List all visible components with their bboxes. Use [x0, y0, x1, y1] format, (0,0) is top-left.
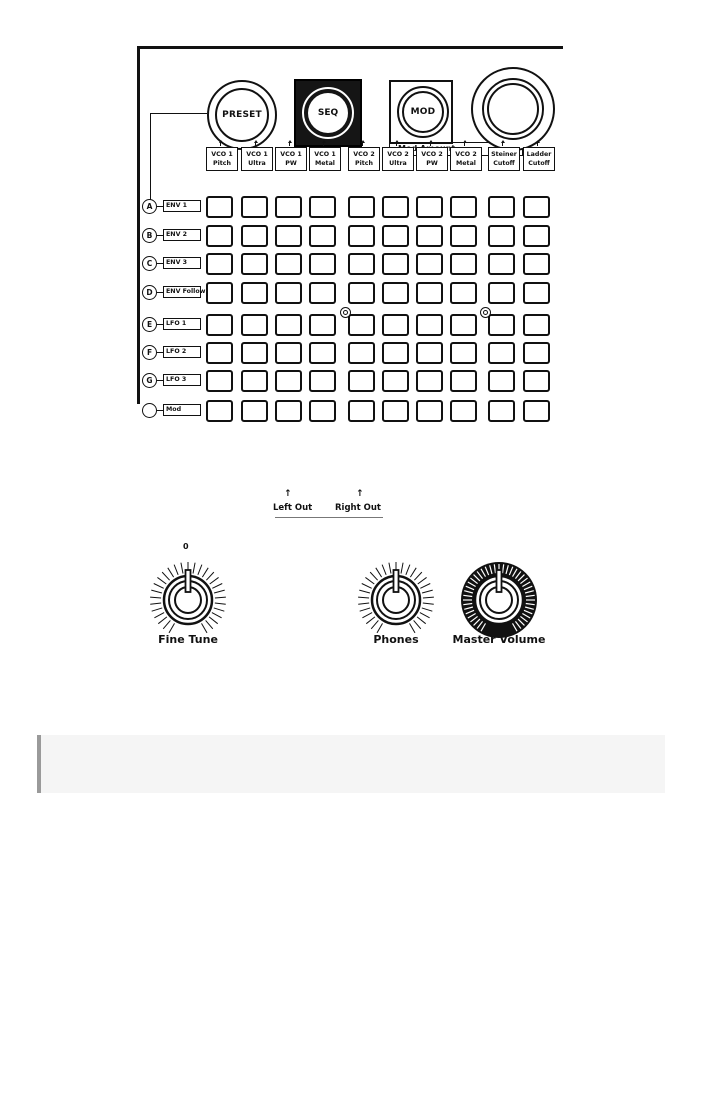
matrix-pad[interactable]	[348, 253, 375, 275]
matrix-pad[interactable]	[488, 370, 515, 392]
scale-tick	[371, 620, 378, 628]
matrix-pad[interactable]	[348, 342, 375, 364]
preset-connector-v	[150, 113, 151, 209]
matrix-pad[interactable]	[416, 314, 443, 336]
destination-label-line2: Metal	[315, 160, 335, 167]
matrix-pad[interactable]	[488, 400, 515, 422]
destination-label-line1: VCO 2	[455, 151, 477, 158]
destination-label-line1: Ladder	[526, 151, 552, 158]
destination-label-line2: Pitch	[213, 160, 231, 167]
master-volume-label: Master Volume	[452, 633, 546, 646]
matrix-pad[interactable]	[241, 282, 268, 304]
matrix-pad[interactable]	[275, 253, 302, 275]
scale-tick	[410, 623, 416, 633]
matrix-pad[interactable]	[348, 314, 375, 336]
matrix-pad[interactable]	[309, 196, 336, 218]
phones-knob[interactable]	[355, 556, 437, 638]
mod-button-label: MOD	[402, 91, 444, 133]
up-arrow-icon	[322, 140, 326, 143]
column-arrow-stem	[396, 143, 397, 146]
destination-label-line2: Metal	[456, 160, 476, 167]
master-volume-knob[interactable]	[456, 556, 542, 638]
column-arrow-stem	[255, 143, 256, 146]
fine-tune-knob[interactable]	[147, 556, 229, 638]
destination-label	[523, 147, 555, 171]
scale-tick	[376, 568, 382, 577]
matrix-pad[interactable]	[488, 282, 515, 304]
matrix-pad[interactable]	[416, 400, 443, 422]
preset-button[interactable]	[207, 80, 277, 150]
row-letter-badge: A	[142, 199, 157, 214]
scale-tick	[181, 563, 183, 574]
column-arrow-stem	[323, 143, 324, 146]
row-letter-badge: G	[142, 373, 157, 388]
up-arrow-icon	[361, 140, 365, 143]
scale-tick	[215, 603, 226, 604]
matrix-pad[interactable]	[309, 225, 336, 247]
scale-tick	[358, 603, 369, 604]
fine-tune-center-mark: 0	[183, 542, 189, 551]
matrix-pad[interactable]	[241, 314, 268, 336]
matrix-pad[interactable]	[488, 342, 515, 364]
scale-tick	[212, 613, 222, 618]
destination-label	[488, 147, 520, 171]
left-out-label: Left Out	[273, 503, 313, 513]
matrix-pad[interactable]	[241, 225, 268, 247]
scale-tick	[360, 608, 371, 611]
scale-tick	[198, 565, 202, 575]
scale-tick	[162, 572, 169, 580]
destination-label-line2: PW	[285, 160, 297, 167]
matrix-pad[interactable]	[523, 342, 550, 364]
destination-label-line2: Cutoff	[493, 160, 515, 167]
destination-label	[348, 147, 380, 171]
column-arrow-stem	[537, 143, 538, 146]
matrix-pad[interactable]	[488, 253, 515, 275]
matrix-pad[interactable]	[309, 314, 336, 336]
source-label: LFO 3	[163, 374, 201, 386]
source-label: ENV Follow	[163, 286, 201, 298]
scale-tick	[212, 584, 222, 589]
row-letter-badge: B	[142, 228, 157, 243]
scale-tick	[420, 613, 430, 618]
matrix-pad[interactable]	[206, 370, 233, 392]
panel-frame-left	[137, 46, 140, 404]
row-letter-badge: E	[142, 317, 157, 332]
scale-tick	[214, 590, 225, 593]
scale-tick	[168, 568, 174, 577]
matrix-pad[interactable]	[309, 400, 336, 422]
up-arrow-icon	[536, 140, 540, 143]
destination-label-line1: VCO 2	[353, 151, 375, 158]
seq-button-label: SEQ	[308, 93, 348, 133]
destination-label	[450, 147, 482, 171]
column-arrow-stem	[289, 143, 290, 146]
scale-tick	[206, 620, 213, 628]
matrix-pad[interactable]	[348, 282, 375, 304]
up-arrow-icon	[463, 140, 467, 143]
matrix-pad[interactable]	[241, 342, 268, 364]
scale-tick	[210, 577, 219, 584]
matrix-pad[interactable]	[206, 314, 233, 336]
scale-tick	[154, 584, 164, 589]
matrix-pad[interactable]	[382, 370, 409, 392]
destination-label-line1: VCO 1	[246, 151, 268, 158]
destination-label	[241, 147, 273, 171]
matrix-pad[interactable]	[450, 342, 477, 364]
scale-tick	[150, 597, 161, 598]
outputs-divider	[275, 517, 383, 518]
matrix-pad[interactable]	[348, 196, 375, 218]
scale-tick	[377, 623, 383, 633]
scale-tick	[401, 563, 403, 574]
matrix-pad[interactable]	[523, 196, 550, 218]
matrix-pad[interactable]	[309, 342, 336, 364]
matrix-pad[interactable]	[241, 253, 268, 275]
matrix-pad[interactable]	[416, 196, 443, 218]
up-arrow-icon	[501, 140, 505, 143]
scale-tick	[406, 565, 410, 575]
destination-label	[206, 147, 238, 171]
matrix-pad[interactable]	[309, 370, 336, 392]
matrix-pad[interactable]	[450, 196, 477, 218]
matrix-pad[interactable]	[382, 282, 409, 304]
matrix-pad[interactable]	[241, 370, 268, 392]
scale-tick	[420, 584, 430, 589]
column-arrow-stem	[502, 143, 503, 146]
scale-tick	[362, 613, 372, 618]
scale-tick	[362, 584, 372, 589]
scale-tick	[359, 590, 370, 593]
scale-tick	[214, 608, 225, 611]
matrix-pad[interactable]	[206, 196, 233, 218]
scale-tick	[151, 590, 162, 593]
destination-label	[309, 147, 341, 171]
scale-tick	[365, 577, 374, 584]
matrix-pad[interactable]	[275, 342, 302, 364]
matrix-pad[interactable]	[416, 253, 443, 275]
matrix-pad[interactable]	[348, 225, 375, 247]
matrix-pad[interactable]	[275, 314, 302, 336]
note-callout	[37, 735, 665, 793]
matrix-pad[interactable]	[488, 225, 515, 247]
row-letter-badge: C	[142, 256, 157, 271]
matrix-pad[interactable]	[523, 400, 550, 422]
matrix-pad[interactable]	[275, 225, 302, 247]
knob-pointer	[497, 570, 502, 592]
matrix-pad[interactable]	[450, 400, 477, 422]
matrix-pad[interactable]	[348, 400, 375, 422]
scale-tick	[414, 572, 421, 580]
panel-screw-icon	[340, 307, 351, 318]
mod-button[interactable]	[397, 86, 449, 138]
up-arrow-icon	[429, 140, 433, 143]
scale-tick	[423, 603, 434, 604]
seq-button[interactable]	[294, 79, 362, 147]
scale-tick	[174, 565, 178, 575]
panel-frame-top	[137, 46, 563, 49]
matrix-pad[interactable]	[382, 196, 409, 218]
up-arrow-icon	[395, 140, 399, 143]
matrix-pad[interactable]	[206, 253, 233, 275]
phones-label: Phones	[373, 633, 419, 646]
destination-label-line1: Steiner	[491, 151, 517, 158]
scale-tick	[158, 617, 167, 624]
scale-tick	[366, 617, 375, 624]
destination-label-line1: VCO 1	[211, 151, 233, 158]
matrix-pad[interactable]	[416, 370, 443, 392]
matrix-pad[interactable]	[241, 400, 268, 422]
destination-label	[275, 147, 307, 171]
matrix-pad[interactable]	[523, 225, 550, 247]
matrix-pad[interactable]	[450, 370, 477, 392]
matrix-pad[interactable]	[206, 225, 233, 247]
matrix-pad[interactable]	[348, 370, 375, 392]
matrix-pad[interactable]	[523, 370, 550, 392]
source-label: LFO 1	[163, 318, 201, 330]
column-arrow-stem	[464, 143, 465, 146]
scale-tick	[358, 597, 369, 598]
column-arrow-stem	[362, 143, 363, 146]
matrix-pad[interactable]	[241, 196, 268, 218]
scale-tick	[423, 597, 434, 598]
mod-button-frame	[389, 80, 453, 144]
scale-tick	[169, 623, 175, 633]
matrix-pad[interactable]	[309, 282, 336, 304]
scale-tick	[422, 590, 433, 593]
matrix-pad[interactable]	[382, 253, 409, 275]
scale-tick	[414, 620, 421, 628]
matrix-pad[interactable]	[275, 196, 302, 218]
scale-tick	[152, 608, 163, 611]
matrix-pad[interactable]	[416, 282, 443, 304]
scale-tick	[410, 568, 416, 577]
row-letter-badge: D	[142, 285, 157, 300]
row-letter-badge: F	[142, 345, 157, 360]
matrix-pad[interactable]	[275, 370, 302, 392]
scale-tick	[202, 568, 208, 577]
mod-matrix-panel	[137, 46, 563, 413]
matrix-pad[interactable]	[488, 196, 515, 218]
matrix-pad[interactable]	[206, 342, 233, 364]
up-arrow-icon	[254, 140, 258, 143]
scale-tick	[157, 577, 166, 584]
scale-tick	[370, 572, 377, 580]
matrix-pad[interactable]	[523, 314, 550, 336]
matrix-pad[interactable]	[450, 282, 477, 304]
matrix-pad[interactable]	[450, 253, 477, 275]
scale-tick	[154, 613, 164, 618]
destination-label-line1: VCO 1	[280, 151, 302, 158]
destination-label-line2: Ultra	[248, 160, 266, 167]
matrix-pad[interactable]	[416, 342, 443, 364]
up-arrow-icon	[219, 140, 223, 143]
row-letter-badge	[142, 403, 157, 418]
matrix-pad[interactable]	[523, 282, 550, 304]
matrix-pad[interactable]	[382, 400, 409, 422]
destination-label-line2: Ultra	[389, 160, 407, 167]
source-label: ENV 1	[163, 200, 201, 212]
scale-tick	[150, 603, 161, 604]
scale-tick	[209, 617, 218, 624]
matrix-pad[interactable]	[523, 253, 550, 275]
destination-label-line1: VCO 2	[387, 151, 409, 158]
matrix-pad[interactable]	[382, 314, 409, 336]
right-out-label: Right Out	[335, 503, 381, 513]
matrix-pad[interactable]	[488, 314, 515, 336]
matrix-pad[interactable]	[309, 253, 336, 275]
up-arrow-icon	[288, 140, 292, 143]
destination-label	[382, 147, 414, 171]
source-label: LFO 2	[163, 346, 201, 358]
right-out-arrow-icon: ↑	[356, 489, 364, 499]
destination-label-line1: VCO 2	[421, 151, 443, 158]
column-arrow-stem	[430, 143, 431, 146]
matrix-pad[interactable]	[206, 282, 233, 304]
destination-label	[416, 147, 448, 171]
fine-tune-label: Fine Tune	[158, 633, 218, 646]
source-label: Mod	[163, 404, 201, 416]
screw-head	[483, 310, 488, 315]
scale-tick	[389, 563, 391, 574]
matrix-pad[interactable]	[450, 314, 477, 336]
seq-button-ring	[302, 87, 354, 139]
scale-tick	[193, 563, 195, 574]
scale-tick	[215, 597, 226, 598]
preset-connector-h	[150, 113, 207, 114]
mod-amount-knob[interactable]	[471, 67, 555, 151]
scale-tick	[417, 617, 426, 624]
source-label: ENV 2	[163, 229, 201, 241]
scale-tick	[382, 565, 386, 575]
matrix-pad[interactable]	[275, 282, 302, 304]
destination-label-line2: PW	[426, 160, 438, 167]
matrix-pad[interactable]	[382, 225, 409, 247]
scale-tick	[202, 623, 208, 633]
column-arrow-stem	[220, 143, 221, 146]
scale-tick	[206, 572, 213, 580]
source-label: ENV 3	[163, 257, 201, 269]
scale-tick	[422, 608, 433, 611]
matrix-pad[interactable]	[450, 225, 477, 247]
preset-button-label: PRESET	[215, 88, 269, 142]
left-out-arrow-icon: ↑	[284, 489, 292, 499]
matrix-pad[interactable]	[206, 400, 233, 422]
matrix-pad[interactable]	[275, 400, 302, 422]
panel-screw-icon	[480, 307, 491, 318]
destination-label-line1: VCO 1	[314, 151, 336, 158]
destination-label-line2: Pitch	[355, 160, 373, 167]
destination-label-line2: Cutoff	[528, 160, 550, 167]
matrix-pad[interactable]	[382, 342, 409, 364]
knob-pointer	[394, 570, 399, 592]
matrix-pad[interactable]	[416, 225, 443, 247]
scale-tick	[418, 577, 427, 584]
screw-head	[343, 310, 348, 315]
scale-tick	[163, 620, 170, 628]
knob-ring-inner	[487, 83, 539, 135]
note-callout-accent	[37, 735, 41, 793]
knob-pointer	[186, 570, 191, 592]
